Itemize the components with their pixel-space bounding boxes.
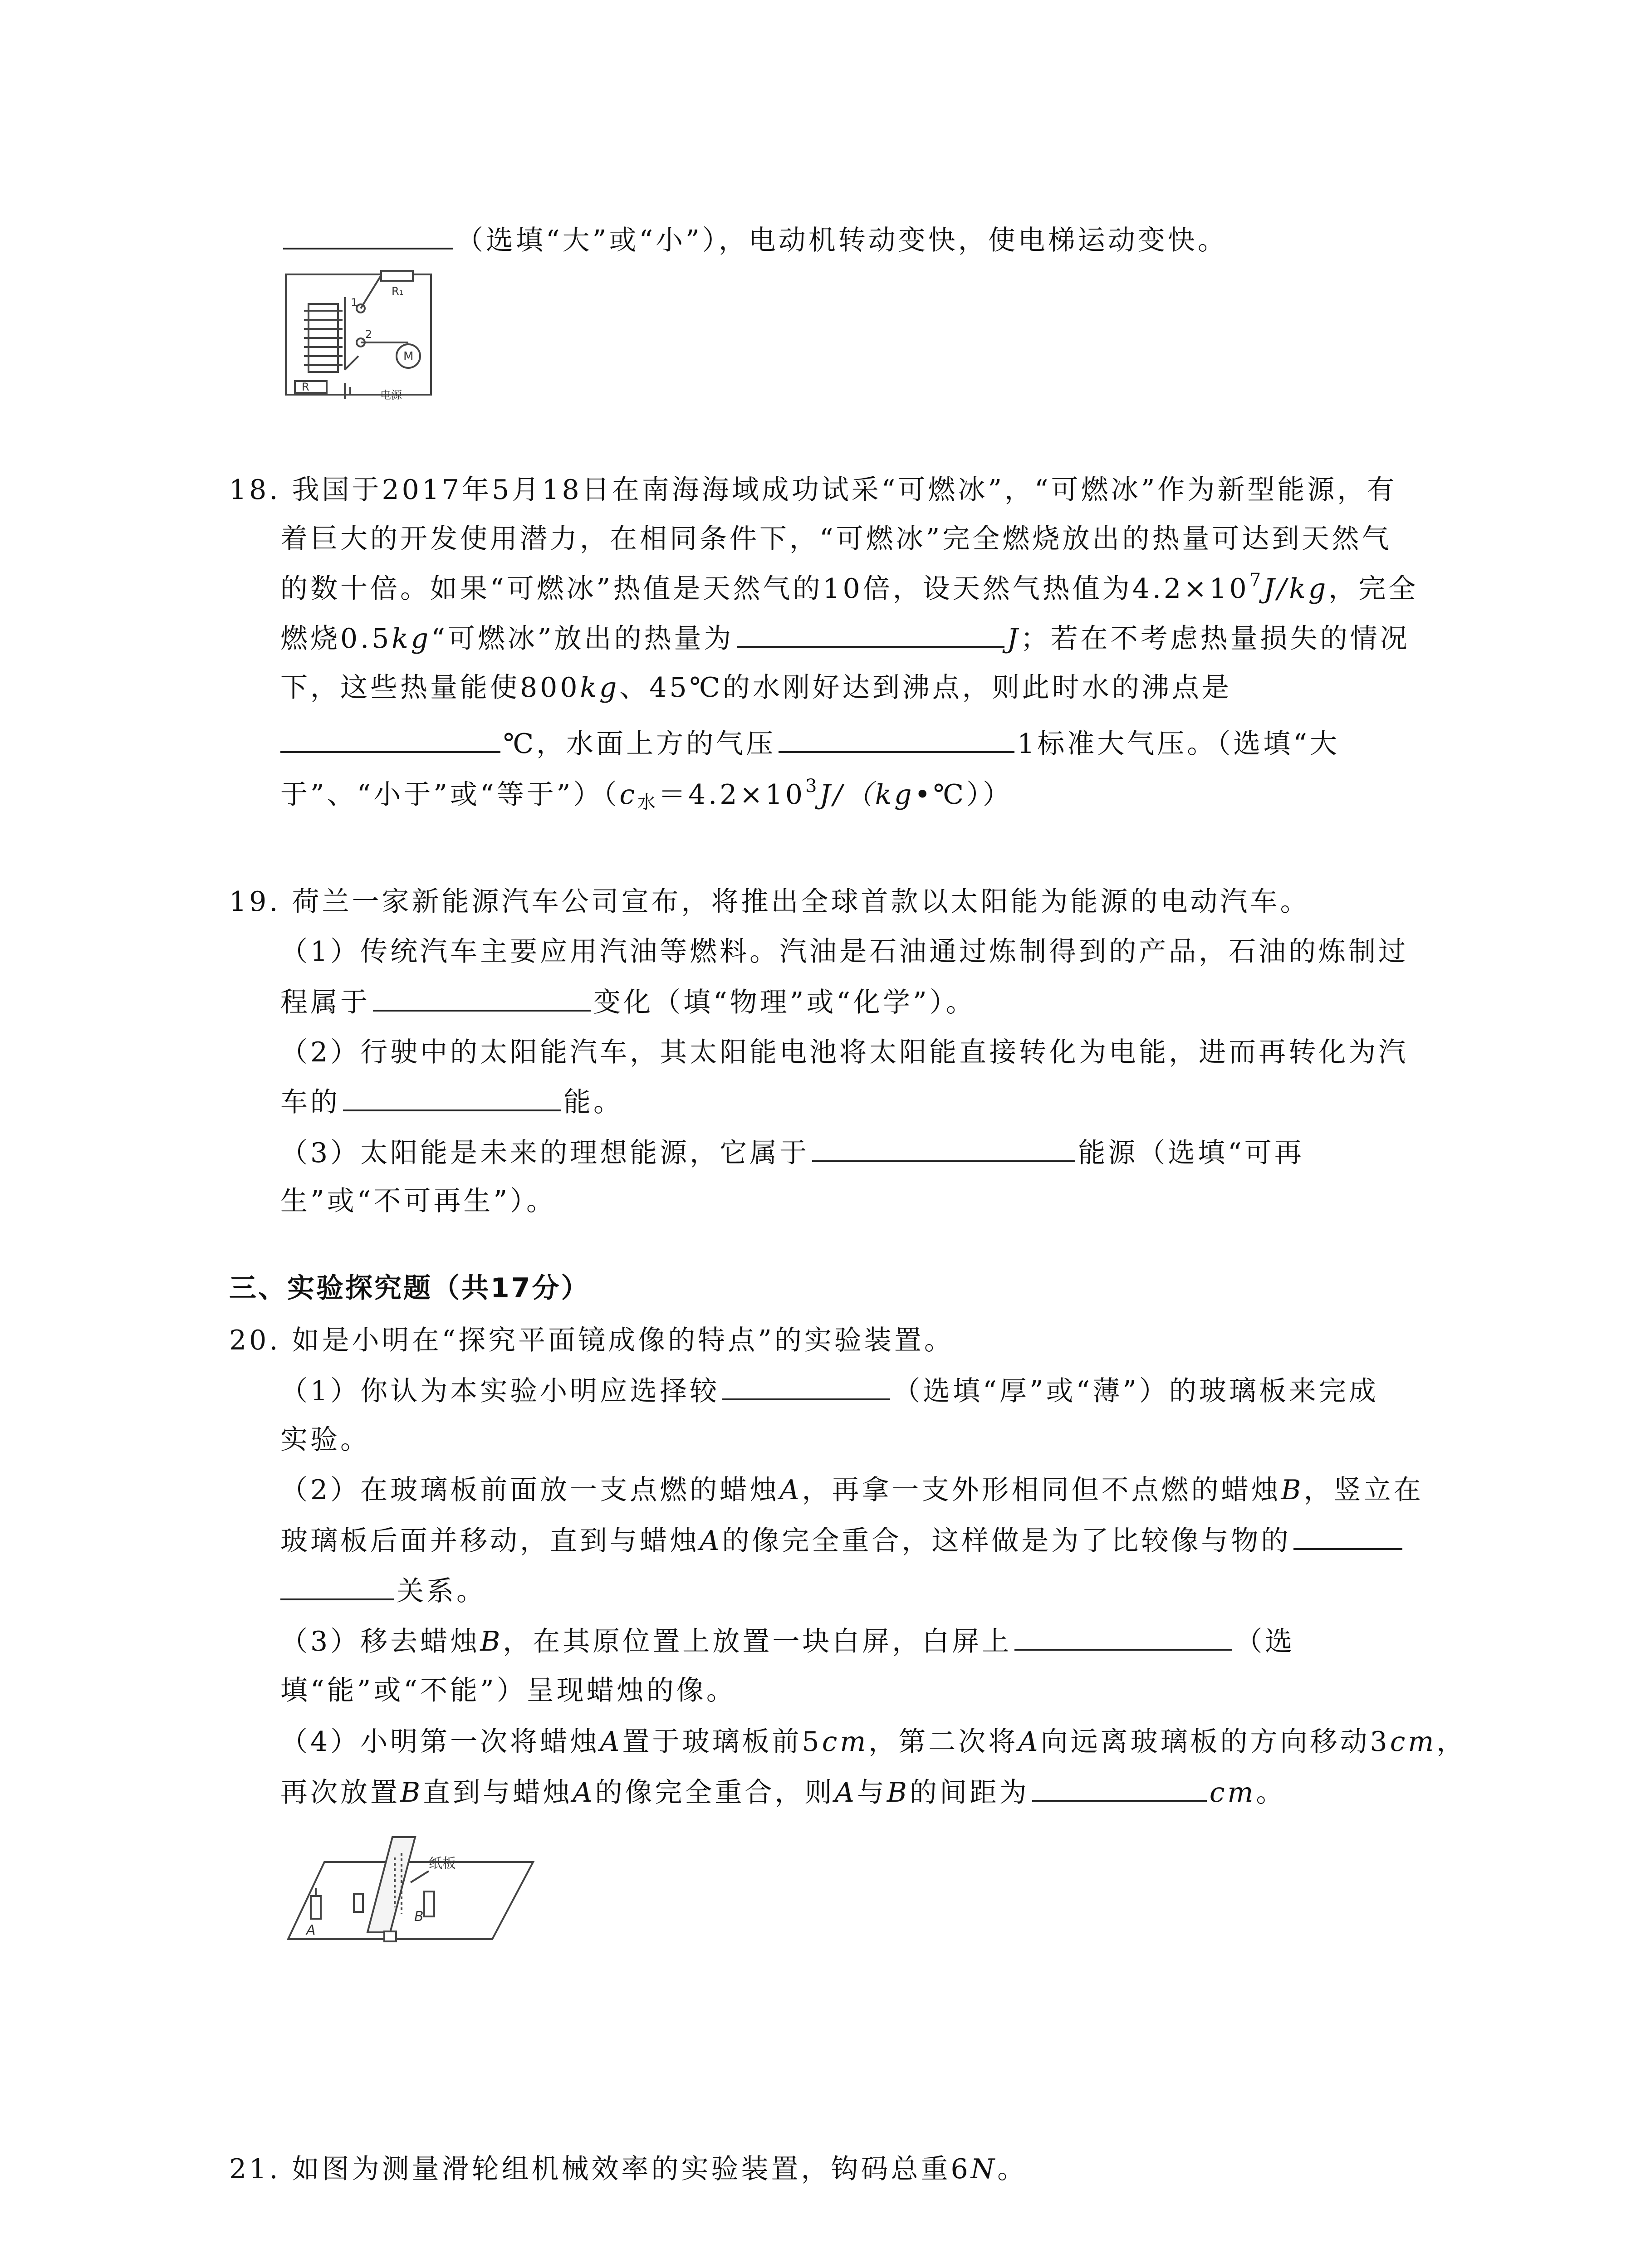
q18-line-4: 燃烧0.5kg“可燃冰”放出的热量为 J；若在不考虑热量损失的情况 — [280, 620, 1410, 657]
q18-heat-blank[interactable] — [737, 620, 1004, 648]
q20-line-10: 再次放置B直到与蜡烛A的像完全重合，则A与B的间距为 cm。 — [280, 1774, 1286, 1811]
q17-answer-blank[interactable] — [283, 221, 453, 249]
q20-screen-blank[interactable] — [1014, 1623, 1232, 1651]
q18-line-1: 18. 我国于2017年5月18日在南海海域成功试采“可燃冰”，“可燃冰”作为新型能源，有 — [229, 474, 1397, 506]
q19-line-5: 车的 能。 — [280, 1083, 623, 1120]
label-contact-2: 2 — [365, 328, 372, 341]
q19-line-4: （2）行驶中的太阳能汽车，其太阳能电池将太阳能直接转化为电能，进而再转化为汽 — [280, 1036, 1409, 1068]
q17-tail-line: （选填“大”或“小”），电动机转动变快，使电梯运动变快。 — [280, 221, 1228, 259]
q20-line-2: （1）你认为本实验小明应选择较 （选填“厚”或“薄”）的玻璃板来完成 — [280, 1372, 1379, 1409]
label-candle-a: A — [306, 1922, 316, 1938]
q20-line-9: （4）小明第一次将蜡烛A置于玻璃板前5cm，第二次将A向远离玻璃板的方向移动3cm， — [280, 1726, 1467, 1758]
q20-thickness-blank[interactable] — [722, 1372, 890, 1400]
q19-line-6: （3）太阳能是未来的理想能源，它属于 能源（选填“可再 — [280, 1134, 1304, 1171]
label-candle-b: B — [414, 1909, 424, 1925]
q17-circuit-figure — [277, 265, 440, 404]
q19-line-2: （1）传统汽车主要应用汽油等燃料。汽油是石油通过炼制得到的产品，石油的炼制过 — [280, 936, 1409, 968]
q20-mirror-figure — [279, 1819, 551, 1946]
label-paper-board: 纸板 — [429, 1856, 456, 1872]
label-r1: R₁ — [392, 285, 404, 298]
q20-line-5: 玻璃板后面并移动，直到与蜡烛A的像完全重合，这样做是为了比较像与物的 — [280, 1522, 1405, 1559]
q19-line-1: 19. 荷兰一家新能源汽车公司宣布，将推出全球首款以太阳能为能源的电动汽车。 — [229, 886, 1310, 918]
q20-compare-blank-part1[interactable] — [1293, 1522, 1402, 1550]
q20-line-3: 实验。 — [280, 1424, 370, 1456]
q20-line-1: 20. 如是小明在“探究平面镜成像的特点”的实验装置。 — [229, 1325, 954, 1356]
q18-line-6: ℃，水面上方的气压 1标准大气压。（选填“大 — [280, 725, 1340, 762]
q18-line-7: 于”、“小于”或“等于$”)(c_水=4.2\times 10^3J/(kg•℃))$ — [280, 776, 1013, 813]
q18-line-2: 着巨大的开发使用潜力，在相同条件下，“可燃冰”完全燃烧放出的热量可达到天然气 — [280, 523, 1392, 555]
q20-line-8: 填“能”或“不能”）呈现蜡烛的像。 — [280, 1675, 736, 1706]
q19-renewable-blank[interactable] — [812, 1134, 1075, 1162]
q18-pressure-blank[interactable] — [779, 725, 1014, 753]
q19-line-7: 生”或“不可再生”）。 — [280, 1185, 557, 1217]
q18-line-3: 的数十倍。如果“可燃冰”热值是天然气的10倍，设天然气热值为$4.2\times 10^7J/kg$，完全 — [280, 570, 1419, 605]
q20-line-6: 关系。 — [280, 1572, 486, 1609]
q18-boiling-blank[interactable] — [280, 725, 500, 753]
q19-energy-blank[interactable] — [343, 1083, 561, 1111]
label-contact-1: 1 — [351, 296, 358, 309]
q20-compare-blank-part2[interactable] — [280, 1572, 394, 1600]
section-3-title: 三、实验探究题（共17分） — [229, 1272, 590, 1304]
label-power: 电源 — [380, 389, 402, 401]
q19-line-3: 程属于 变化（填“物理”或“化学”）。 — [280, 983, 976, 1021]
q19-change-blank[interactable] — [373, 983, 591, 1012]
label-r: R — [302, 381, 309, 393]
q21-line-1: 21. 如图为测量滑轮组机械效率的实验装置，钩码总重6N。 — [229, 2153, 1028, 2185]
q20-distance-blank[interactable] — [1032, 1774, 1207, 1802]
q20-line-7: （3）移去蜡烛B，在其原位置上放置一块白屏，白屏上 （选 — [280, 1623, 1295, 1660]
q20-line-4: （2）在玻璃板前面放一支点燃的蜡烛A，再拿一支外形相同但不点燃的蜡烛B，竖立在 — [280, 1474, 1424, 1506]
label-motor: M — [403, 350, 414, 363]
q18-line-5: 下，这些热量能使800kg、45℃的水刚好达到沸点，则此时水的沸点是 — [280, 672, 1232, 704]
